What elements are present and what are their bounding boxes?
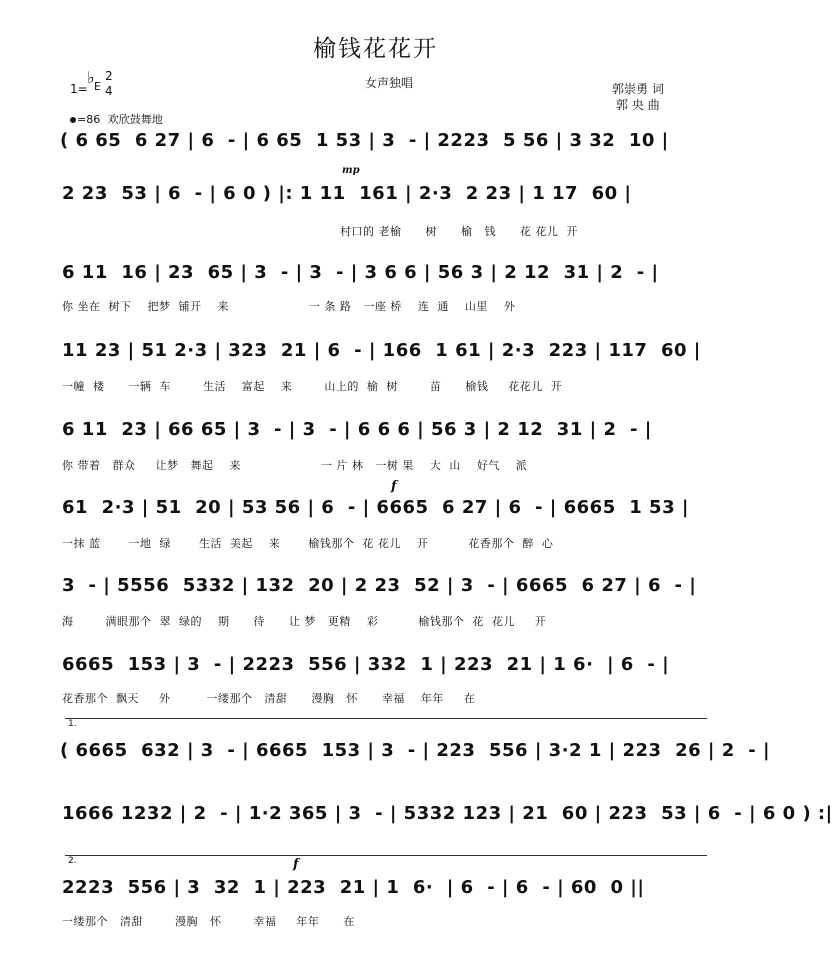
notation-line: ( 6 65 6 27 | 6 - | 6 65 1 53 | 3 - | 2223 5 56 | 3 32 10 |	[60, 130, 669, 151]
quarter-note-icon	[70, 117, 76, 123]
lyrics-line: 一缕那个 清甜 漫胸 怀 幸福 年年 在	[62, 915, 355, 928]
dynamic-mark: f	[293, 857, 299, 872]
volta-number: 2.	[68, 856, 77, 866]
score-row	[0, 419, 751, 499]
score-row	[0, 575, 751, 655]
lyrics-line: 你 坐在 树下 把梦 铺开 来 一 条 路 一座 桥 连 通 山里 外	[62, 300, 516, 313]
score-row	[0, 803, 833, 883]
notation-line: 2 23 53 | 6 - | 6 0 ) |: 1 11 161 | 2·3 2 23 | 1 17 60 |	[62, 183, 632, 204]
tempo-value: =86	[77, 113, 101, 126]
dynamic-mark: f	[391, 479, 397, 494]
score-row	[0, 165, 751, 263]
notation-line: 1666 1232 | 2 - | 1·2 365 | 3 - | 5332 123 | 21 60 | 223 53 | 6 - | 6 0 ) :|	[62, 803, 833, 824]
volta-bracket	[65, 855, 707, 856]
composer-credit: 郭 央 曲	[616, 98, 660, 112]
lyrics-line: 一抹 蓝 一地 绿 生活 美起 来 榆钱那个 花 花儿 开 花香那个 醉 心	[62, 537, 554, 550]
lyrics-line: 你 带着 群众 让梦 舞起 来 一 片 林 一树 果 大 山 好气 派	[62, 459, 528, 472]
subtitle: 女声独唱	[365, 76, 414, 90]
page-title: 榆钱花花开	[313, 36, 438, 62]
score-row	[0, 340, 751, 420]
notation-line: 6 11 16 | 23 65 | 3 - | 3 - | 3 6 6 | 56 3 | 2 12 31 | 2 - |	[62, 262, 659, 283]
volta-number: 1.	[68, 719, 77, 729]
lyricist-credit: 郭崇勇 词	[612, 82, 664, 96]
volta-bracket	[65, 718, 707, 719]
tempo-marking	[70, 111, 163, 127]
score-row	[0, 857, 751, 957]
key-letter: E	[94, 80, 101, 93]
notation-line: 2223 556 | 3 32 1 | 223 21 | 1 6· | 6 - | 6 - | 60 0 ||	[62, 877, 645, 898]
notation-line: 6665 153 | 3 - | 2223 556 | 332 1 | 223 21 | 1 6· | 6 - |	[62, 654, 670, 675]
score-row	[0, 479, 751, 577]
key-prefix: 1=	[70, 82, 88, 96]
notation-line: 11 23 | 51 2·3 | 323 21 | 6 - | 166 1 61 | 2·3 223 | 117 60 |	[62, 340, 701, 361]
notation-line: 6 11 23 | 66 65 | 3 - | 3 - | 6 6 6 | 56 3 | 2 12 31 | 2 - |	[62, 419, 652, 440]
lyrics-line: 一幢 楼 一辆 车 生活 富起 来 山上的 榆 树 苗 榆钱 花花儿 开	[62, 380, 563, 393]
notation-line: 3 - | 5556 5332 | 132 20 | 2 23 52 | 3 - | 6665 6 27 | 6 - |	[62, 575, 697, 596]
dynamic-mark: mp	[342, 165, 360, 176]
score-row	[0, 262, 751, 342]
time-signature	[105, 69, 113, 99]
score-row	[0, 654, 751, 734]
time-bottom: 4	[105, 84, 113, 98]
notation-line: ( 6665 632 | 3 - | 6665 153 | 3 - | 223 556 | 3·2 1 | 223 26 | 2 - |	[60, 740, 771, 761]
lyrics-line: 花香那个 飘天 外 一缕那个 清甜 漫胸 怀 幸福 年年 在	[62, 692, 476, 705]
expression-mark: 欢欣鼓舞地	[107, 113, 163, 126]
time-top: 2	[105, 69, 113, 83]
lyrics-line: 村口的 老榆 树 榆 钱 花 花儿 开	[340, 225, 578, 238]
key-flat: ♭	[87, 68, 95, 87]
notation-line: 61 2·3 | 51 20 | 53 56 | 6 - | 6665 6 27 | 6 - | 6665 1 53 |	[62, 497, 689, 518]
lyrics-line: 海 满眼那个 翠 绿的 期 待 让 梦 更精 彩 榆钱那个 花 花儿 开	[62, 615, 547, 628]
